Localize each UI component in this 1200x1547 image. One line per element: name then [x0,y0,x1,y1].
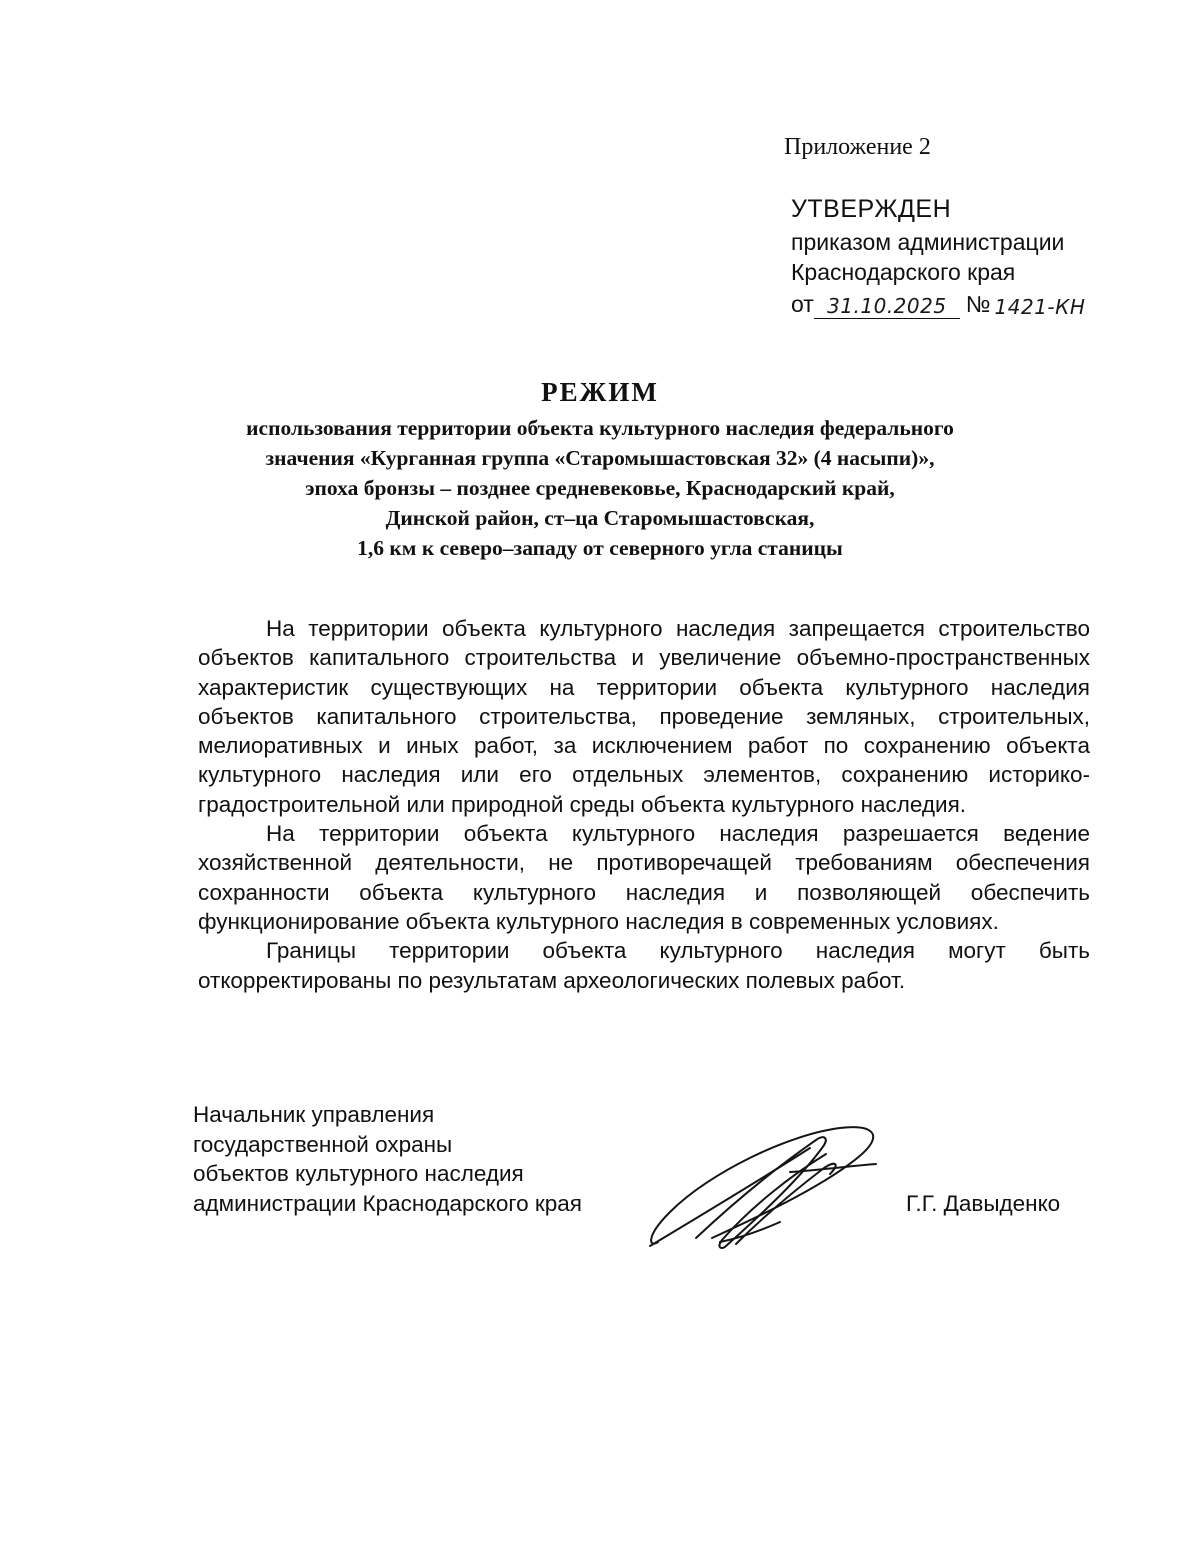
body-paragraph: На территории объекта культурного наследия разрешается ведение хозяйственной деятельности, не противоречащей требованиям обеспечения сохранности объекта культурного наследия и позволяющей обеспечить функционирование объекта культурного наследия в современных условиях. [198,821,1090,934]
approval-stamp [791,194,1099,319]
body-paragraph: Границы территории объекта культурного наследия могут быть откорректированы по результатам археологических полевых работ. [198,938,1090,993]
document-heading [140,375,1060,563]
approval-line-2: Краснодарского края [791,259,1016,285]
order-date-handwritten: 31.10.2025 [814,294,960,319]
heading-line: эпоха бронзы – позднее средневековье, Краснодарский край, [305,476,895,500]
signatory-position [193,1100,582,1218]
number-prefix: № [965,291,991,317]
heading-line: 1,6 км к северо–западу от северного угла станицы [357,536,843,560]
document-body [198,614,1090,995]
approval-title: УТВЕРЖДЕН [791,195,952,223]
position-line: администрации Краснодарского края [193,1190,582,1216]
position-line: объектов культурного наследия [193,1161,524,1187]
position-line: Начальник управления [193,1102,435,1127]
position-line: государственной охраны [193,1131,453,1157]
approval-line-1: приказом администрации [791,229,1065,255]
heading-line: Динской район, ст–ца Старомышастовская, [385,506,815,530]
heading-line: использования территории объекта культурного наследия федерального [246,416,954,440]
appendix-label: Приложение 2 [784,134,931,160]
date-prefix: от [791,291,814,317]
order-line [791,289,1099,319]
handwritten-signature [640,1120,890,1260]
heading-line: значения «Курганная группа «Старомышастовская 32» (4 насыпи)», [265,446,935,470]
order-number-handwritten: 1421-КН [994,295,1086,319]
body-paragraph: На территории объекта культурного наследия запрещается строительство объектов капитального строительства и увеличение объемно-пространственных характеристик существующих на территории объекта культурного наследия объектов капитального строительства, проведение земляных, строительных, мелиоративных и иных работ, за исключением работ по сохранению объекта культурного наследия или его отдельных элементов, сохранению историко-градостроительной или природной среды объекта культурного наследия. [198,616,1090,817]
signatory-name: Г.Г. Давыденко [906,1191,1061,1216]
heading-title: РЕЖИМ [541,377,659,407]
